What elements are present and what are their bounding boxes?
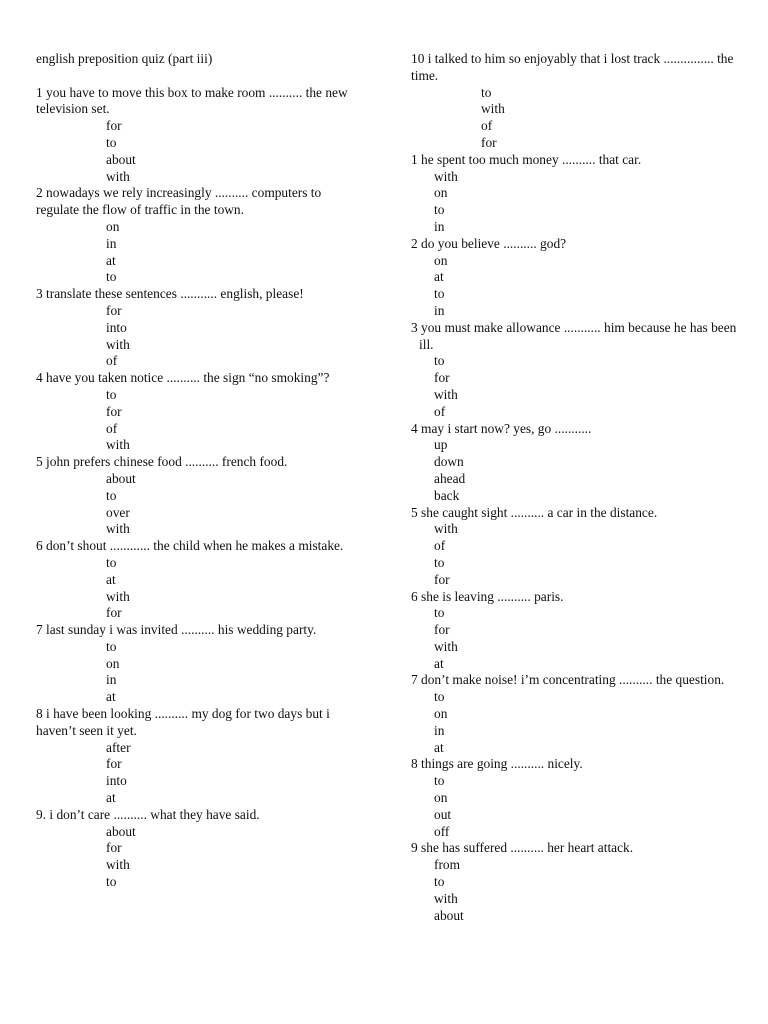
option: in: [434, 218, 445, 234]
option: off: [434, 823, 450, 839]
question-text: 4 may i start now? yes, go ...........: [411, 420, 592, 436]
option: to: [106, 874, 117, 890]
option: to: [106, 487, 117, 503]
option: for: [106, 403, 122, 419]
option: ahead: [434, 470, 466, 486]
option: with: [106, 437, 130, 453]
left-column: [36, 51, 366, 891]
question: [36, 706, 366, 807]
option: of: [434, 403, 446, 419]
question: [36, 538, 366, 622]
question-text: 2 do you believe .......... god?: [411, 235, 567, 251]
option: in: [434, 302, 445, 318]
question: [411, 236, 741, 320]
question: [36, 622, 366, 706]
option: to: [106, 386, 117, 402]
quiz-title: english preposition quiz (part iii): [36, 51, 213, 66]
question: [411, 589, 741, 673]
option: about: [434, 907, 464, 923]
option-list: [411, 169, 741, 236]
question: [411, 152, 741, 236]
option: with: [434, 521, 458, 537]
question-text: 8 things are going .......... nicely.: [411, 756, 583, 772]
option: at: [434, 739, 444, 755]
option: at: [434, 269, 444, 285]
option: to: [106, 638, 117, 654]
right-question-list: [411, 152, 741, 925]
option: of: [106, 420, 118, 436]
option: from: [434, 857, 461, 873]
question-text: 9 she has suffered .......... her heart attack.: [411, 840, 634, 856]
question-text: 4 have you taken notice .......... the sign “no smoking”?: [36, 370, 330, 386]
option: for: [106, 302, 122, 318]
option-list: [411, 85, 741, 152]
option: of: [434, 538, 446, 554]
option: on: [434, 706, 448, 722]
question: [36, 370, 366, 454]
option: for: [434, 370, 450, 386]
option: with: [434, 638, 458, 654]
option: for: [434, 571, 450, 587]
question-text: 6 she is leaving .......... paris.: [411, 588, 564, 604]
question-text: 10 i talked to him so enjoyably that i lost track ............... the time.: [411, 51, 734, 83]
option-list: [411, 253, 741, 320]
option: at: [434, 655, 444, 671]
option: for: [106, 756, 122, 772]
question-text: 2 nowadays we rely increasingly .......... computers to regulate the flow of traffic in the town.: [36, 185, 322, 218]
option: to: [481, 84, 492, 100]
option: with: [106, 168, 130, 184]
option: with: [434, 386, 458, 402]
option: up: [434, 437, 448, 453]
option: for: [106, 840, 122, 856]
option-list: [36, 118, 366, 185]
question-text: 7 last sunday i was invited .......... his wedding party.: [36, 622, 317, 638]
option: with: [106, 857, 130, 873]
option: into: [106, 319, 127, 335]
option: down: [434, 454, 464, 470]
option: to: [434, 286, 445, 302]
question: [36, 807, 366, 891]
option: on: [106, 218, 120, 234]
option: with: [434, 890, 458, 906]
option: for: [106, 118, 122, 134]
option: with: [106, 336, 130, 352]
option: on: [434, 185, 448, 201]
question: [36, 85, 366, 186]
question: [411, 421, 741, 505]
question: [411, 840, 741, 924]
question-text: 1 he spent too much money .......... that car.: [411, 151, 642, 167]
option: to: [106, 134, 117, 150]
question-text: 5 john prefers chinese food .......... french food.: [36, 454, 288, 470]
option: back: [434, 487, 460, 503]
option: with: [434, 168, 458, 184]
option: for: [434, 622, 450, 638]
option: at: [106, 571, 116, 587]
question: [36, 454, 366, 538]
option: to: [434, 202, 445, 218]
option: out: [434, 806, 452, 822]
option: on: [434, 252, 448, 268]
option: to: [434, 689, 445, 705]
option: for: [481, 134, 497, 150]
option: in: [106, 672, 117, 688]
option: at: [106, 790, 116, 806]
question: [411, 505, 741, 589]
option-list: [411, 605, 741, 672]
question-10: [411, 51, 741, 152]
option: into: [106, 773, 127, 789]
option: after: [106, 739, 131, 755]
question-text: 7 don’t make noise! i’m concentrating .......... the question.: [411, 672, 725, 688]
question-text: 6 don’t shout ............ the child when he makes a mistake.: [36, 538, 344, 554]
question-text: 3 translate these sentences ........... english, please!: [36, 286, 304, 302]
option-list: [36, 639, 366, 706]
option: to: [106, 269, 117, 285]
question: [411, 320, 741, 421]
right-column: [411, 51, 741, 924]
option: with: [481, 101, 505, 117]
option: on: [106, 655, 120, 671]
option: in: [106, 235, 117, 251]
option-list: [36, 824, 366, 891]
question: [411, 672, 741, 756]
option: over: [106, 504, 130, 520]
option: to: [434, 605, 445, 621]
option: on: [434, 790, 448, 806]
option: in: [434, 722, 445, 738]
option: about: [106, 823, 136, 839]
option-list: [36, 555, 366, 622]
option-list: [36, 303, 366, 370]
question-text: 8 i have been looking .......... my dog for two days but i haven’t seen it yet.: [36, 706, 330, 738]
option-list: [411, 857, 741, 924]
option: with: [106, 588, 130, 604]
option-list: [411, 689, 741, 756]
left-question-list: [36, 85, 366, 891]
question-text: 9. i don’t care .......... what they have said.: [36, 806, 260, 822]
option-list: [36, 219, 366, 286]
option: of: [106, 353, 118, 369]
option-list: [411, 521, 741, 588]
question: [411, 756, 741, 840]
option: to: [106, 554, 117, 570]
option: at: [106, 689, 116, 705]
question-text: 1 you have to move this box to make room .......... the new television set.: [36, 84, 348, 117]
question-text: 5 she caught sight .......... a car in the distance.: [411, 504, 658, 520]
question-text: 3 you must make allowance ........... him because he has been ill.: [411, 319, 737, 352]
option: for: [106, 605, 122, 621]
option: about: [106, 151, 136, 167]
question: [36, 286, 366, 370]
option: to: [434, 773, 445, 789]
question: [36, 185, 366, 286]
option-list: [36, 471, 366, 538]
option-list: [411, 353, 741, 420]
option-list: [36, 740, 366, 807]
option: of: [481, 118, 493, 134]
option-list: [411, 773, 741, 840]
option-list: [36, 387, 366, 454]
option: at: [106, 252, 116, 268]
option: to: [434, 554, 445, 570]
option-list: [411, 437, 741, 504]
option: with: [106, 521, 130, 537]
option: to: [434, 874, 445, 890]
option: to: [434, 353, 445, 369]
option: about: [106, 470, 136, 486]
